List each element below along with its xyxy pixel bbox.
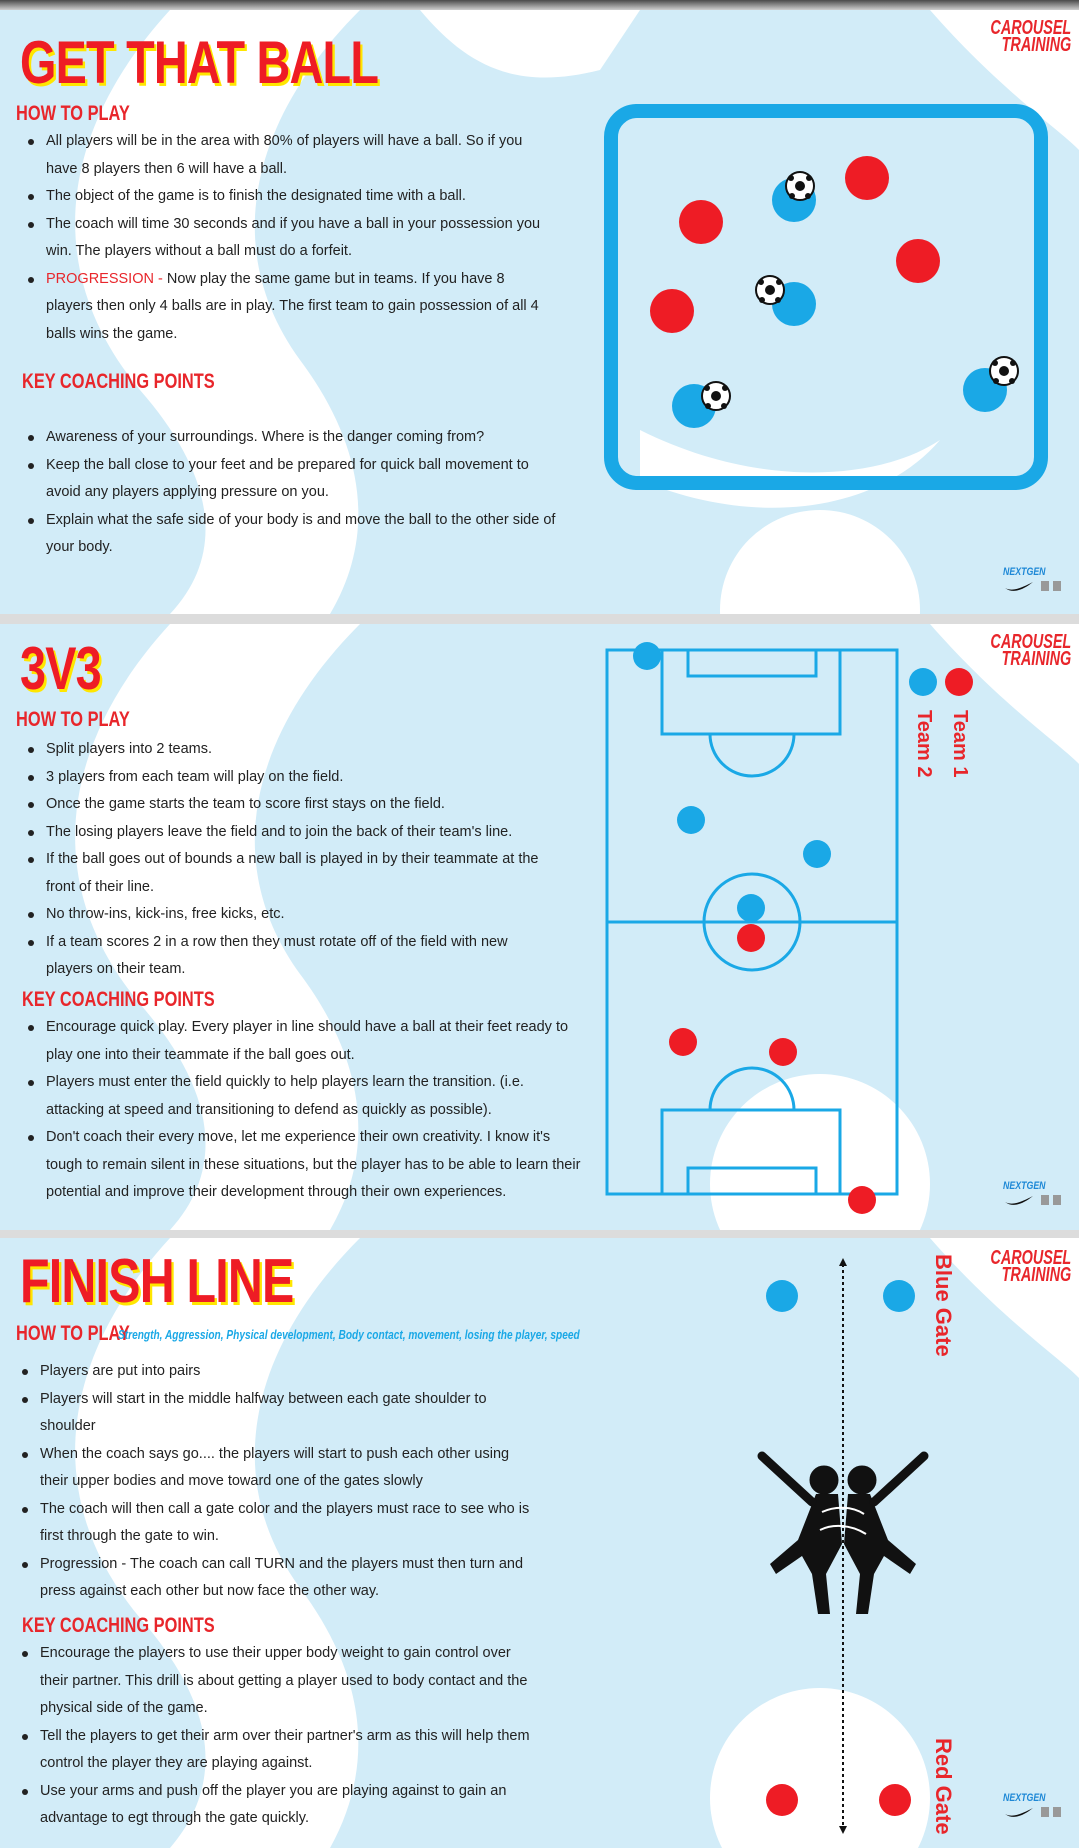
how-to-play-heading: HOW TO PLAY	[16, 708, 130, 731]
list-item: The losing players leave the field and to join the back of their team's line.	[24, 819, 544, 847]
red-gate-cone	[766, 1784, 798, 1816]
blue-player	[677, 806, 705, 834]
list-item: Explain what the safe side of your body is and move the ball to the other side of your body.	[24, 507, 564, 562]
page-title: GET THAT BALL	[20, 29, 379, 96]
red-player	[896, 239, 940, 283]
list-item: Tell the players to get their arm over their partner's arm as this will help them control the player they are playing against.	[18, 1723, 538, 1778]
list-item: No throw-ins, kick-ins, free kicks, etc.	[24, 901, 544, 929]
list-item: Players will start in the middle halfway between each gate shoulder to shoulder	[18, 1386, 538, 1441]
top-edge-bar	[0, 0, 1079, 10]
key-coaching-points-heading: KEY COACHING POINTS	[22, 370, 215, 393]
how-to-play-list	[24, 128, 544, 348]
logo-line-1: CAROUSEL	[990, 17, 1071, 39]
key-coaching-points-heading: KEY COACHING POINTS	[22, 1614, 215, 1637]
list-item: If a team scores 2 in a row then they must rotate off of the field with new players on their team.	[24, 929, 544, 984]
list-item: The coach will then call a gate color and the players must race to see who is first through the gate to win.	[18, 1496, 538, 1551]
sponsor-swoosh-icon	[1003, 578, 1067, 596]
key-coaching-points-list	[24, 424, 564, 562]
soccer-ball-icon	[786, 172, 814, 200]
list-item: If the ball goes out of bounds a new ball is played in by their teammate at the front of their line.	[24, 846, 544, 901]
bottom-goal-box	[688, 1168, 816, 1194]
list-item: Players must enter the field quickly to help players learn the transition. (i.e. attacking at speed and transitioning to defend as quickly as possible).	[24, 1069, 584, 1124]
carousel-training-logo	[990, 1247, 1071, 1286]
carousel-training-logo	[990, 17, 1071, 56]
arrow-up-icon	[839, 1258, 847, 1266]
panel-finish-line	[0, 1238, 1079, 1848]
nextgen-logo	[1003, 1180, 1067, 1212]
key-coaching-points-heading: KEY COACHING POINTS	[22, 988, 215, 1011]
nextgen-wordmark: NEXTGEN	[1003, 1180, 1046, 1192]
key-coaching-points-list	[24, 1014, 584, 1207]
panel-3v3	[0, 624, 1079, 1230]
blue-player	[803, 840, 831, 868]
logo-line-2: TRAINING	[1001, 648, 1071, 670]
nextgen-wordmark: NEXTGEN	[1003, 566, 1046, 578]
panel-get-that-ball	[0, 10, 1079, 614]
red-gate-label: Red Gate	[931, 1738, 956, 1835]
progression-label: PROGRESSION -	[46, 270, 163, 287]
list-item: Encourage the players to use their upper body weight to gain control over their partner. This drill is about getting a player used to body contact and the physical side of the game.	[18, 1640, 538, 1723]
how-to-play-heading: HOW TO PLAY	[16, 1322, 130, 1345]
list-item: Awareness of your surroundings. Where is the danger coming from?	[24, 424, 564, 452]
team-2-legend-label: Team 2	[913, 710, 935, 778]
list-item: Keep the ball close to your feet and be prepared for quick ball movement to avoid any players applying pressure on you.	[24, 452, 564, 507]
red-player	[737, 924, 765, 952]
soccer-field-diagram	[600, 630, 1000, 1230]
red-gate-cone	[879, 1784, 911, 1816]
list-item: Once the game starts the team to score first stays on the field.	[24, 791, 544, 819]
blue-gate-label: Blue Gate	[931, 1254, 956, 1357]
bottom-penalty-arc	[710, 1068, 794, 1110]
team-2-legend-marker	[909, 668, 937, 696]
list-item: All players will be in the area with 80% of players will have a ball. So if you have 8 players then 6 will have a ball.	[24, 128, 544, 183]
nextgen-wordmark: NEXTGEN	[1003, 1792, 1046, 1804]
blue-gate-cone	[883, 1280, 915, 1312]
skills-tagline: Strength, Aggression, Physical development, Body contact, movement, losing the player, speed	[118, 1327, 580, 1342]
list-item-progression	[24, 266, 544, 349]
how-to-play-list	[24, 736, 544, 984]
key-coaching-points-list	[18, 1640, 538, 1833]
sponsor-swoosh-icon	[1003, 1192, 1067, 1210]
red-player	[650, 289, 694, 333]
list-item: Don't coach their every move, let me experience their own creativity. I know it's tough to remain silent in these situations, but the player has to be able to learn their potential and improve their development through their own experiences.	[24, 1124, 584, 1207]
logo-line-1: CAROUSEL	[990, 631, 1071, 653]
logo-line-2: TRAINING	[1001, 1264, 1071, 1286]
soccer-ball-icon	[756, 276, 784, 304]
blue-player	[633, 642, 661, 670]
drill-area-diagram	[600, 100, 1060, 500]
list-item: The coach will time 30 seconds and if you have a ball in your possession you win. The players without a ball must do a forfeit.	[24, 211, 544, 266]
list-item: The object of the game is to finish the designated time with a ball.	[24, 183, 544, 211]
red-player	[845, 156, 889, 200]
progression-text: Now play the same game but in teams. If you have 8 players then only 4 balls are in play. The first team to gain possession of all 4 balls wins the game.	[46, 270, 539, 342]
list-item: Split players into 2 teams.	[24, 736, 544, 764]
red-player	[848, 1186, 876, 1214]
sponsor-swoosh-icon	[1003, 1804, 1067, 1822]
how-to-play-heading: HOW TO PLAY	[16, 102, 130, 125]
carousel-training-logo	[990, 631, 1071, 670]
how-to-play-list	[18, 1358, 538, 1606]
page-title: 3V3	[20, 635, 101, 702]
list-item: 3 players from each team will play on the field.	[24, 764, 544, 792]
nextgen-logo	[1003, 1792, 1067, 1824]
blue-player	[737, 894, 765, 922]
red-player	[679, 200, 723, 244]
list-item: Encourage quick play. Every player in line should have a ball at their feet ready to play one into their teammate if the ball goes out.	[24, 1014, 584, 1069]
top-goal-box	[688, 650, 816, 676]
blue-gate-cone	[766, 1280, 798, 1312]
page-title: FINISH LINE	[20, 1247, 294, 1316]
list-item: Use your arms and push off the player you are playing against to gain an advantage to egt through the gate quickly.	[18, 1778, 538, 1833]
team-1-legend-marker	[945, 668, 973, 696]
soccer-ball-icon	[990, 357, 1018, 385]
soccer-ball-icon	[702, 382, 730, 410]
red-player	[769, 1038, 797, 1066]
logo-line-2: TRAINING	[1001, 34, 1071, 56]
list-item: Players are put into pairs	[18, 1358, 538, 1386]
list-item: When the coach says go.... the players will start to push each other using their upper bodies and move toward one of the gates slowly	[18, 1441, 538, 1496]
nextgen-logo	[1003, 566, 1067, 598]
list-item: Progression - The coach can call TURN and the players must then turn and press against each other but now face the other way.	[18, 1551, 538, 1606]
team-1-legend-label: Team 1	[949, 710, 971, 778]
top-penalty-arc	[710, 734, 794, 776]
red-player	[669, 1028, 697, 1056]
logo-line-1: CAROUSEL	[990, 1247, 1071, 1269]
arrow-down-icon	[839, 1826, 847, 1834]
